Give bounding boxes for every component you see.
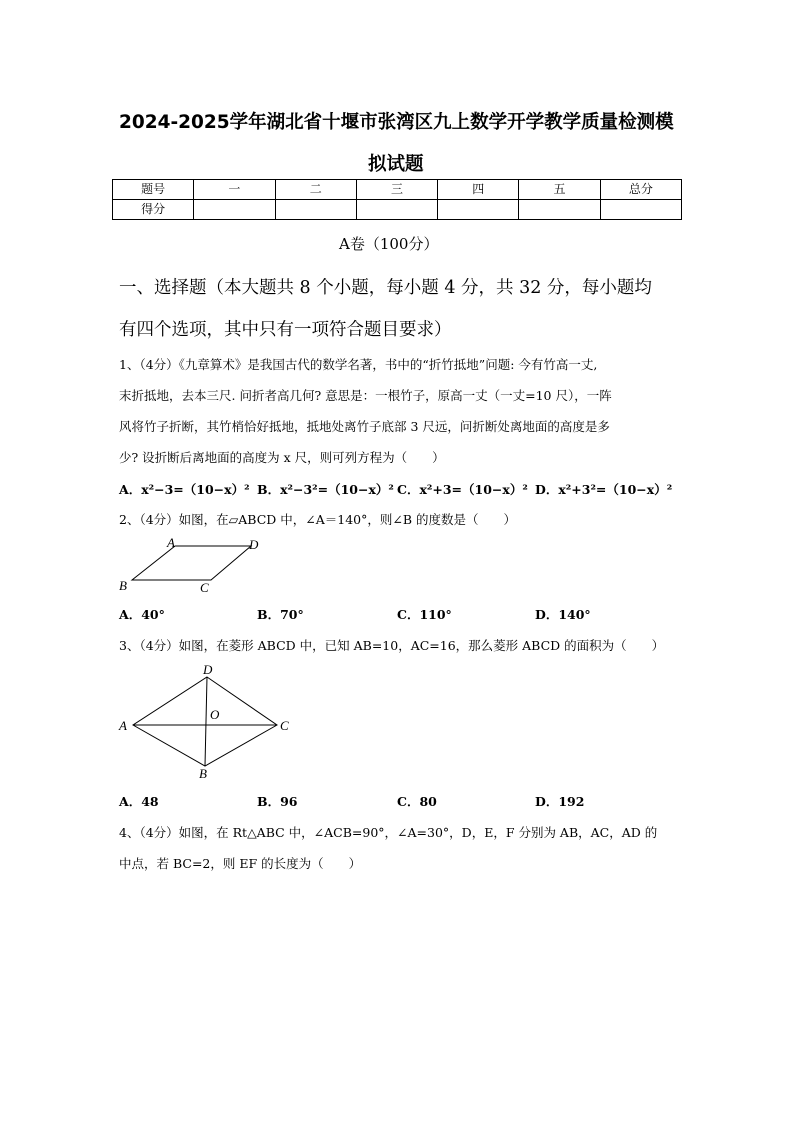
score-header-cell: 三 [356,180,437,200]
question-3-option-c[interactable]: C．80 [397,794,437,809]
part1-heading-line2: 有四个选项，其中只有一项符合题目要求） [119,320,452,340]
parallelogram-figure [115,533,275,595]
rhombus-figure [115,660,305,785]
score-input-cell[interactable] [519,200,600,220]
score-input-cell[interactable] [356,200,437,220]
figure-label-a: A [119,718,127,733]
question-1-option-b[interactable]: B．x²−3²=（10−x）² [257,482,394,497]
score-input-cell[interactable] [438,200,519,220]
figure-label-o: O [210,707,220,722]
page-title-line2: 拟试题 [368,154,424,175]
question-2-option-b[interactable]: B．70° [257,607,304,622]
score-table-header-row [113,180,682,200]
figure-label-a: A [167,535,175,550]
score-table [112,179,682,220]
question-4-line1: 4、（4分）如图，在 Rt△ABC 中，∠ACB=90°，∠A=30°，D，E，F 分别为 AB，AC，AD 的 [119,825,658,840]
score-input-cell[interactable] [600,200,681,220]
question-1-line4: 少? 设折断后离地面的高度为 x 尺，则可列方程为（ ） [119,450,445,465]
figure-label-c: C [200,580,209,595]
page-title-line1: 2024-2025学年湖北省十堰市张湾区九上数学开学教学质量检测模 [119,112,674,133]
question-1-line1: 1、（4分）《九章算术》是我国古代的数学名著，书中的“折竹抵地”问题: 今有竹高一丈, [119,357,598,372]
question-2-line1: 2、（4分）如图，在▱ABCD 中，∠A＝140°，则∠B 的度数是（ ） [119,512,517,527]
score-row-label: 得分 [113,200,194,220]
question-3-option-d[interactable]: D．192 [535,794,585,809]
question-3-option-a[interactable]: A．48 [119,794,159,809]
question-3-option-b[interactable]: B．96 [257,794,298,809]
score-header-cell: 题号 [113,180,194,200]
figure-label-c: C [280,718,289,733]
question-1-option-a[interactable]: A．x²−3=（10−x）² [119,482,250,497]
question-1-option-d[interactable]: D．x²+3²=（10−x）² [535,482,673,497]
question-2-option-d[interactable]: D．140° [535,607,591,622]
question-3-line1: 3、（4分）如图，在菱形 ABCD 中，已知 AB=10，AC=16，那么菱形 ABCD 的面积为（ ） [119,638,665,653]
score-header-cell: 总分 [600,180,681,200]
figure-label-b: B [119,578,127,593]
figure-label-b: B [199,766,207,781]
question-1-line3: 风将竹子折断，其竹梢恰好抵地，抵地处离竹子底部 3 尺远，问折断处离地面的高度是多 [119,419,610,434]
question-1-option-c[interactable]: C．x²+3=（10−x）² [397,482,528,497]
score-input-cell[interactable] [275,200,356,220]
figure-label-d: D [203,662,213,677]
score-header-cell: 二 [275,180,356,200]
question-1-line2: 末折抵地，去本三尺. 问折者高几何? 意思是：一根竹子，原高一丈（一丈=10 尺），一阵 [119,388,612,403]
section-a-heading: A卷（100分） [339,235,439,253]
figure-label-d: D [249,537,259,552]
question-2-option-a[interactable]: A．40° [119,607,165,622]
score-header-cell: 五 [519,180,600,200]
question-4-line2: 中点，若 BC=2，则 EF 的长度为（ ） [119,856,362,871]
diagonal-bd [205,677,207,766]
score-input-cell[interactable] [194,200,275,220]
parallelogram-shape [132,546,251,580]
question-2-option-c[interactable]: C．110° [397,607,452,622]
score-header-cell: 四 [438,180,519,200]
score-table-score-row [113,200,682,220]
score-header-cell: 一 [194,180,275,200]
part1-heading-line1: 一、选择题（本大题共 8 个小题，每小题 4 分，共 32 分，每小题均 [119,278,652,298]
